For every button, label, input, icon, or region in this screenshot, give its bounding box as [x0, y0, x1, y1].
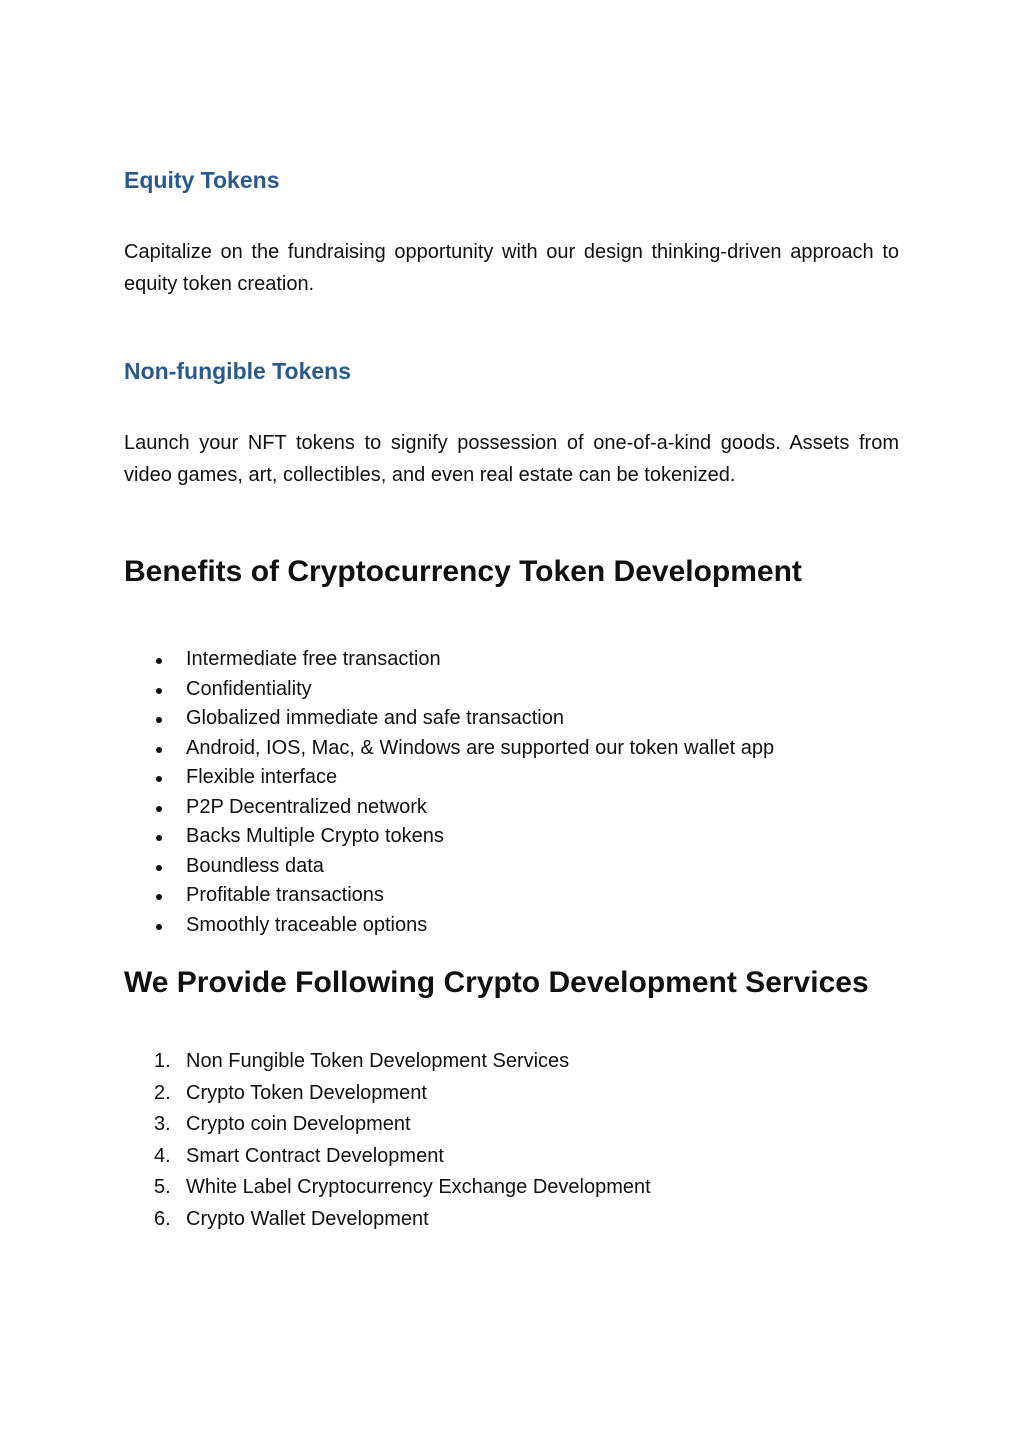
benefit-item	[124, 675, 774, 705]
benefit-item	[124, 852, 774, 882]
benefit-item	[124, 911, 774, 941]
service-item-label: Crypto Wallet Development	[186, 1207, 429, 1230]
bullet-icon	[156, 806, 162, 812]
benefit-item	[124, 793, 774, 823]
benefit-item	[124, 763, 774, 793]
service-item-label: Crypto coin Development	[186, 1113, 411, 1136]
service-item-number: 4.	[154, 1144, 171, 1167]
nft-paragraph: Launch your NFT tokens to signify possession of one-of-a-kind goods. Assets from video games, art, collectibles, and even real estate can be tokenized.	[124, 432, 899, 486]
benefit-item	[124, 822, 774, 852]
equity-tokens-paragraph: Capitalize on the fundraising opportunity with our design thinking-driven approach to equity token creation.	[124, 241, 899, 295]
benefit-item-label: Profitable transactions	[186, 884, 384, 906]
bullet-icon	[156, 747, 162, 753]
bullet-icon	[156, 835, 162, 841]
benefits-heading: Benefits of Cryptocurrency Token Development	[124, 555, 802, 588]
nft-heading: Non-fungible Tokens	[124, 358, 352, 384]
benefit-item-label: Boundless data	[186, 854, 324, 877]
benefit-item	[124, 734, 774, 764]
benefit-item-label: P2P Decentralized network	[186, 795, 427, 818]
benefit-item	[124, 704, 774, 734]
service-item	[124, 1172, 651, 1204]
service-item-label: Smart Contract Development	[186, 1144, 444, 1167]
service-item-number: 2.	[154, 1081, 171, 1104]
service-item-number: 6.	[154, 1207, 171, 1230]
benefit-item	[124, 881, 774, 911]
service-item-label: Non Fungible Token Development Services	[186, 1050, 570, 1072]
service-item-number: 3.	[154, 1113, 171, 1136]
bullet-icon	[156, 658, 162, 664]
benefit-item-label: Android, IOS, Mac, & Windows are supported our token wallet app	[186, 736, 775, 759]
service-item-number: 1.	[154, 1050, 171, 1072]
equity-tokens-heading: Equity Tokens	[124, 167, 280, 193]
benefit-item-label: Globalized immediate and safe transaction	[186, 707, 564, 729]
benefits-list	[124, 645, 774, 940]
benefit-item-label: Smoothly traceable options	[186, 913, 428, 936]
bullet-icon	[156, 865, 162, 871]
service-item	[124, 1046, 651, 1078]
service-item	[124, 1204, 651, 1236]
service-item-label: Crypto Token Development	[186, 1081, 427, 1104]
service-item	[124, 1078, 651, 1110]
service-item-label: White Label Cryptocurrency Exchange Development	[186, 1176, 651, 1199]
benefit-item-label: Flexible interface	[186, 766, 338, 788]
service-item	[124, 1141, 651, 1173]
service-item-number: 5.	[154, 1176, 171, 1199]
benefit-item-label: Backs Multiple Crypto tokens	[186, 825, 444, 847]
bullet-icon	[156, 688, 162, 694]
services-heading: We Provide Following Crypto Development Services	[124, 966, 869, 999]
benefit-item-label: Intermediate free transaction	[186, 648, 441, 670]
bullet-icon	[156, 717, 162, 723]
bullet-icon	[156, 924, 162, 930]
benefit-item-label: Confidentiality	[186, 677, 312, 700]
services-list	[124, 1046, 651, 1236]
bullet-icon	[156, 776, 162, 782]
benefit-item	[124, 645, 774, 675]
service-item	[124, 1109, 651, 1141]
bullet-icon	[156, 894, 162, 900]
